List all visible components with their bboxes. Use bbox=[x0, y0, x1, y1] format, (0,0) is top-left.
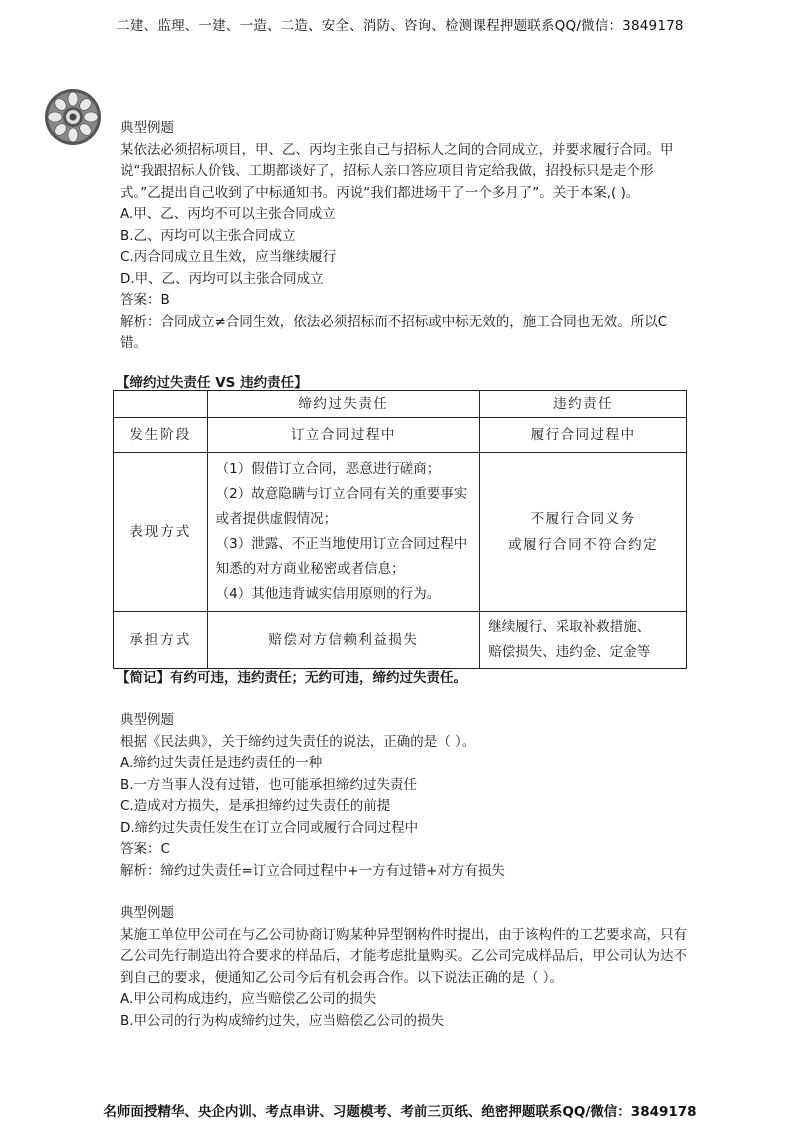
row-label-stage: 发生阶段 bbox=[114, 418, 208, 453]
option-b: B.一方当事人没有过错，也可能承担缔约过失责任 bbox=[120, 776, 418, 793]
example-one bbox=[120, 118, 690, 355]
forms-breach-line-1: 不履行合同义务 bbox=[530, 511, 636, 527]
liability-breach-line-2: 赔偿损失、违约金、定金等 bbox=[488, 644, 651, 660]
example-title: 典型例题 bbox=[120, 712, 174, 728]
header-col-precontract: 缔约过失责任 bbox=[207, 391, 480, 418]
form-item-3: （3）泄露、不正当地使用订立合同过程中知悉的对方商业秘密或者信息； bbox=[215, 536, 468, 577]
option-c: C.造成对方损失，是承担缔约过失责任的前提 bbox=[120, 798, 391, 814]
liability-breach-line-1: 继续履行、采取补救措施、 bbox=[488, 619, 651, 635]
page-header: 二建、监理、一建、一造、二造、安全、消防、咨询、检测课程押题联系QQ/微信：3849178 bbox=[116, 18, 684, 34]
page-footer: 名师面授精华、央企内训、考点串讲、习题模考、考前三页纸、绝密押题联系QQ/微信：3849178 bbox=[103, 1104, 697, 1120]
header-empty-cell bbox=[114, 391, 208, 418]
header-col-breach: 违约责任 bbox=[480, 391, 687, 418]
option-a: A.甲、乙、丙均不可以主张合同成立 bbox=[120, 206, 336, 222]
answer: 答案：B bbox=[120, 292, 170, 308]
option-c: C.丙合同成立且生效，应当继续履行 bbox=[120, 249, 337, 265]
question-stem: 某依法必须招标项目，甲、乙、丙均主张自己与招标人之间的合同成立，并要求履行合同。甲说“我跟招标人价钱、工期都谈好了，招标人亲口答应项目肯定给我做，招投标只是走个形式。”乙提出自己收到了中标通知书。丙说“我们都进场干了一个多月了”。关于本案,( )。 bbox=[120, 141, 674, 201]
option-a: A.缔约过失责任是违约责任的一种 bbox=[120, 755, 323, 771]
liability-precontract: 赔偿对方信赖利益损失 bbox=[207, 612, 480, 669]
forms-precontract bbox=[207, 453, 480, 612]
logo-emblem-icon bbox=[44, 88, 102, 146]
memo-note: 【简记】有约可违，违约责任；无约可违，缔约过失责任。 bbox=[116, 670, 467, 686]
analysis: 解析：缔约过失责任=订立合同过程中+一方有过错+对方有损失 bbox=[120, 862, 505, 879]
answer: 答案：C bbox=[120, 841, 170, 857]
form-item-1: （1）假借订立合同，恶意进行磋商； bbox=[215, 461, 441, 477]
spacer bbox=[120, 882, 690, 903]
option-d: D.缔约过失责任发生在订立合同或履行合同过程中 bbox=[120, 819, 419, 836]
option-d: D.甲、乙、丙均可以主张合同成立 bbox=[120, 270, 324, 287]
option-b: B.甲公司的行为构成缔约过失，应当赔偿乙公司的损失 bbox=[120, 1012, 445, 1029]
question-stem: 某施工单位甲公司在与乙公司协商订购某种异型钢构件时提出，由于该构件的工艺要求高，只有乙公司先行制造出符合要求的样品后，才能考虑批量购买。乙公司完成样品后，甲公司认为达不到自己的要求，便通知乙公司今后有机会再合作。以下说法正确的是（ ）。 bbox=[120, 926, 687, 986]
question-stem: 根据《民法典》，关于缔约过失责任的说法，正确的是（ ）。 bbox=[120, 733, 476, 750]
stage-breach: 履行合同过程中 bbox=[480, 418, 687, 453]
table-title: 【缔约过失责任 VS 违约责任】 bbox=[116, 375, 308, 391]
form-item-2: （2）故意隐瞒与订立合同有关的重要事实或者提供虚假情况； bbox=[215, 486, 468, 527]
comparison-table bbox=[113, 390, 687, 669]
row-label-liability: 承担方式 bbox=[114, 612, 208, 669]
row-label-forms: 表现方式 bbox=[114, 453, 208, 612]
table-row-liability bbox=[114, 612, 687, 669]
example-title: 典型例题 bbox=[120, 120, 174, 136]
table-header-row bbox=[114, 391, 687, 418]
forms-breach bbox=[480, 453, 687, 612]
form-item-4: （4）其他违背诚实信用原则的行为。 bbox=[215, 586, 441, 602]
liability-breach bbox=[480, 612, 687, 669]
table-row-forms bbox=[114, 453, 687, 612]
stage-precontract: 订立合同过程中 bbox=[207, 418, 480, 453]
table-row-stage bbox=[114, 418, 687, 453]
option-a: A.甲公司构成违约，应当赔偿乙公司的损失 bbox=[120, 991, 377, 1007]
examples-two-three bbox=[120, 710, 690, 1032]
option-b: B.乙、丙均可以主张合同成立 bbox=[120, 227, 296, 244]
example-title: 典型例题 bbox=[120, 905, 174, 921]
forms-breach-line-2: 或履行合同不符合约定 bbox=[508, 537, 659, 553]
analysis: 解析：合同成立≠合同生效，依法必须招标而不招标或中标无效的，施工合同也无效。所以C错。 bbox=[120, 313, 668, 351]
